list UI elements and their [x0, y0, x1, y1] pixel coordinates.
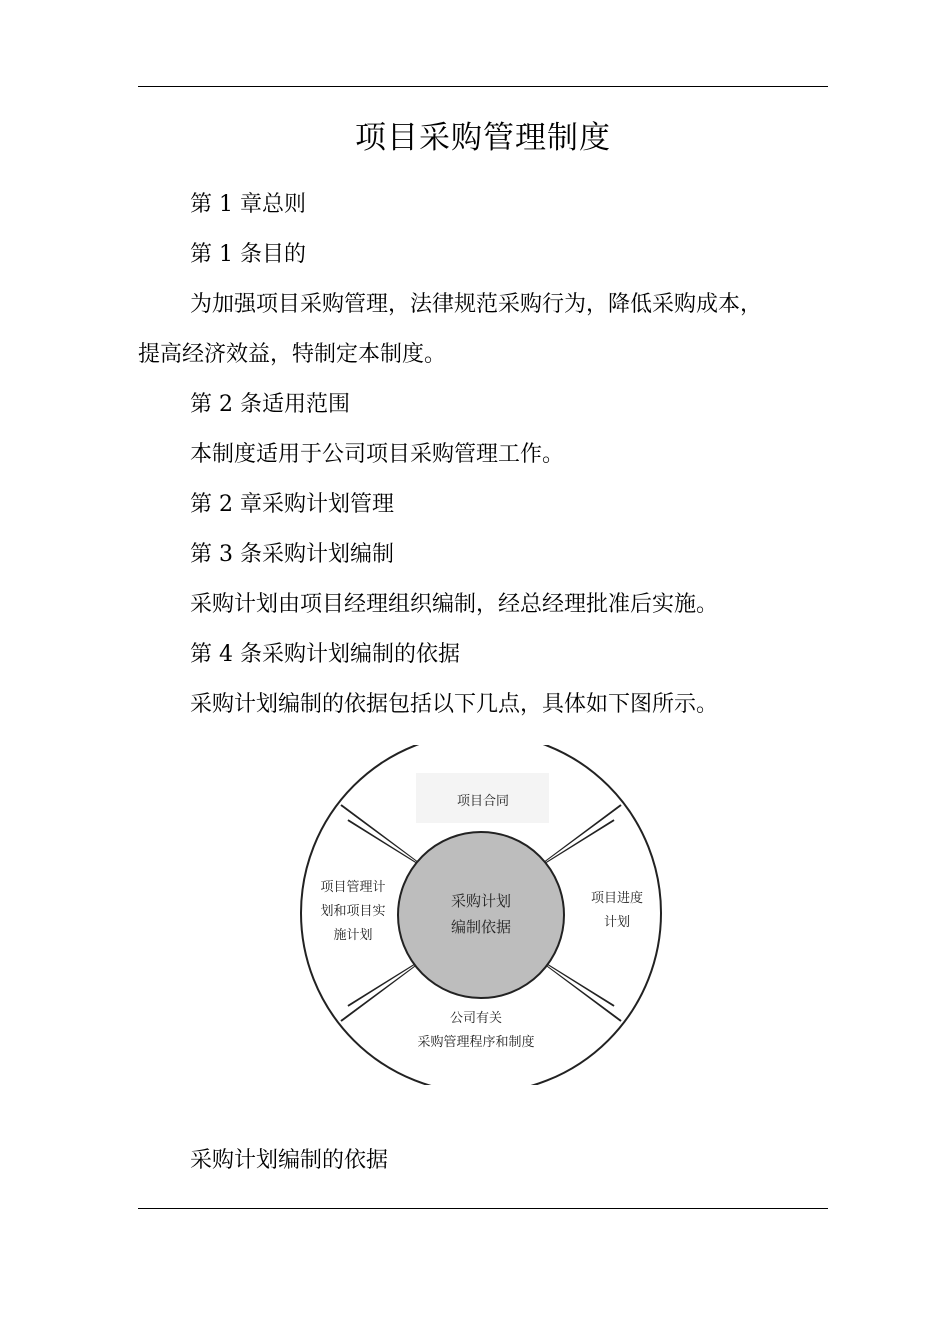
chapter-heading: 第 2 章采购计划管理 — [190, 492, 394, 517]
chapter-heading: 第 1 章总则 — [190, 192, 306, 217]
body-paragraph-continued: 提高经济效益，特制定本制度。 — [138, 342, 447, 367]
top-segment-label: 项目合同 — [456, 794, 510, 809]
center-label-line-1: 采购计划 — [450, 892, 512, 910]
right-segment-label-2: 计划 — [603, 915, 631, 930]
article-heading: 第 2 条适用范围 — [190, 392, 350, 417]
article-heading: 第 4 条采购计划编制的依据 — [190, 642, 460, 667]
center-circle — [398, 832, 564, 998]
figure-caption: 采购计划编制的依据 — [190, 1148, 389, 1173]
right-segment-label-1: 项目进度 — [590, 891, 644, 906]
body-paragraph: 为加强项目采购管理，法律规范采购行为，降低采购成本， — [190, 292, 763, 317]
left-segment-label-2: 划和项目实 — [320, 904, 386, 919]
body-paragraph: 采购计划由项目经理组织编制，经总经理批准后实施。 — [190, 592, 719, 617]
bottom-segment-label-1: 公司有关 — [449, 1011, 503, 1026]
article-heading: 第 3 条采购计划编制 — [190, 542, 394, 567]
document-title: 项目采购管理制度 — [355, 120, 611, 156]
left-segment-label-1: 项目管理计 — [320, 880, 386, 895]
procurement-basis-diagram — [300, 745, 666, 1085]
body-paragraph: 本制度适用于公司项目采购管理工作。 — [190, 442, 565, 467]
center-label-line-2: 编制依据 — [450, 918, 512, 936]
footer-rule — [138, 1208, 828, 1209]
body-paragraph: 采购计划编制的依据包括以下几点，具体如下图所示。 — [190, 692, 719, 717]
article-heading: 第 1 条目的 — [190, 242, 306, 267]
bottom-segment-label-2: 采购管理程序和制度 — [417, 1035, 535, 1050]
left-segment-label-3: 施计划 — [333, 928, 373, 943]
header-rule — [138, 86, 828, 87]
